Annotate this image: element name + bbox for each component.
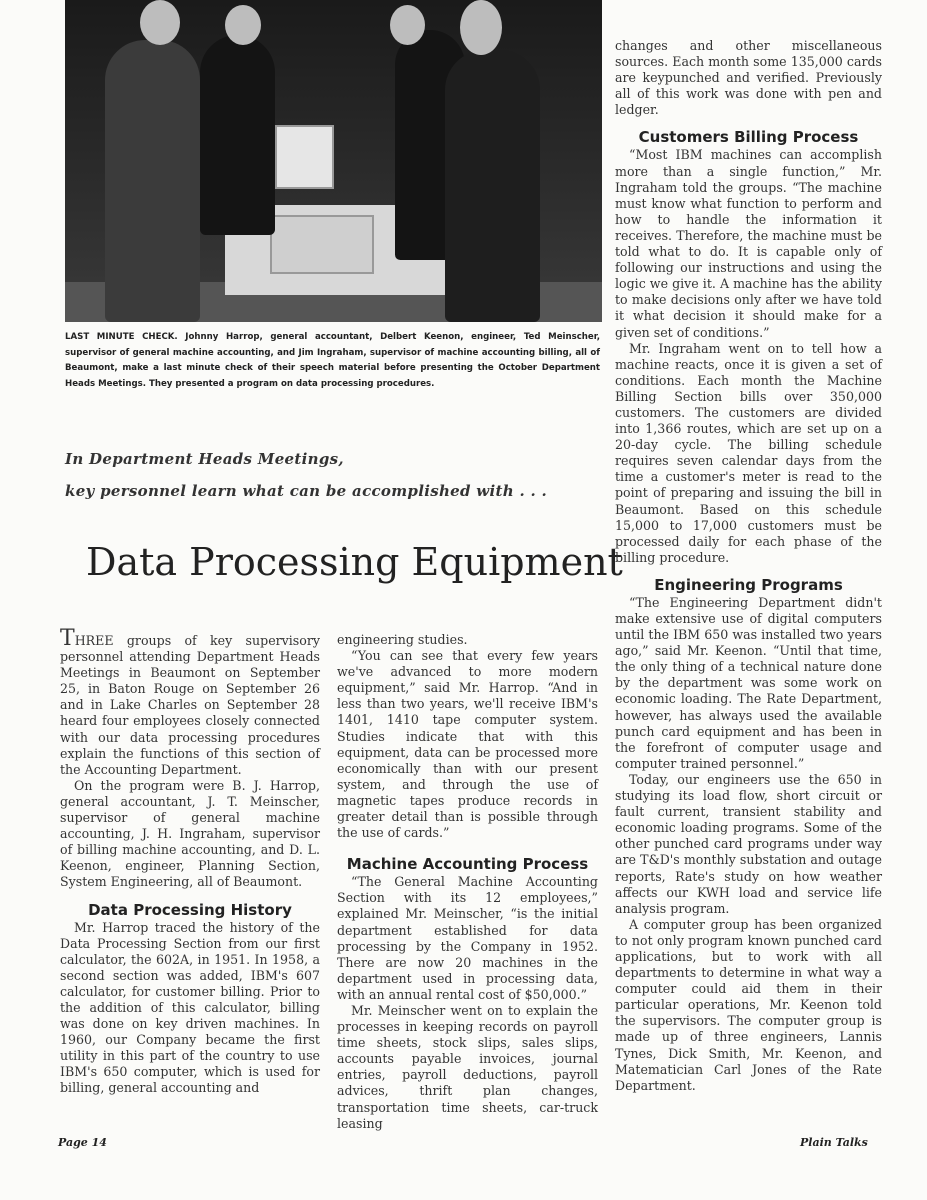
paragraph: “Most IBM machines can accomplish more than a single function,” Mr. Ingraham told the groups. “The machine must know what function to perform and how to handle the information it receives. Therefore, the machine must be told what to do. It is capable only of following our instructions and using the logic we give it. A machine has the ability to make decisions only after we have told it what decision it should make for a given set of conditions.” xyxy=(615,147,882,340)
photo-person xyxy=(445,50,540,322)
column-1 xyxy=(60,626,320,1097)
paragraph: Mr. Meinscher went on to explain the processes in keeping records on payroll time sheets, stock slips, sales slips, accounts payable invoices, journal entries, payroll deductions, payroll advices, thrift plan changes, transportation time sheets, car-truck leasing xyxy=(337,1002,598,1131)
photo-person xyxy=(200,35,275,235)
paragraph: “The General Machine Accounting Section with its 12 employees,” explained Mr. Meinscher, “is the initial department established for data processing by the Company in 1952. There are now 20 machines in the department used in processing data, with an annual rental cost of $50,000.” xyxy=(337,874,598,1002)
photo-caption: LAST MINUTE CHECK. Johnny Harrop, general accountant, Delbert Keenon, engineer, Ted Meinscher, supervisor of general machine accounting, and Jim Ingraham, supervisor of machine accounting billing, all of Beaumont, make a last minute check of their speech material before presenting the October Department Heads Meetings. They presented a program on data processing procedures. xyxy=(65,332,600,389)
paragraph: Mr. Ingraham went on to tell how a machine reacts, once it is given a set of conditions. Each month the Machine Billing Section bills over 350,000 customers. The customers are divided into 1,366 routes, which are set up on a 20-day cycle. The billing schedule requires seven calendar days from the time a customer's meter is read to the point of preparing and issuing the bill in Beaumont. Based on this schedule 15,000 to 17,000 customers must be processed daily for each phase of the billing procedure. xyxy=(615,340,882,565)
paragraph: changes and other miscellaneous sources. Each month some 135,000 cards are keypunched and verified. Previously all of this work was done with pen and ledger. xyxy=(615,38,882,118)
paragraph-text: HREE groups of key supervisory personnel attending Department Heads Meetings in Beaumont on September 25, in Baton Rouge on September 26 and in Lake Charles on September 28 heard four employees closely connected with our data processing procedures explain the functions of this section of the Accounting Department. xyxy=(60,633,320,777)
drop-cap: T xyxy=(60,626,75,651)
paragraph: On the program were B. J. Harrop, general accountant, J. T. Meinscher, supervisor of general machine accounting, J. H. Ingraham, supervisor of billing machine accounting, and D. L. Keenon, engineer, Planning Section, System Engineering, all of Beaumont. xyxy=(60,777,320,890)
page-number: Page 14 xyxy=(58,1136,107,1149)
section-heading: Customers Billing Process xyxy=(638,128,859,147)
article-title: Data Processing Equipment xyxy=(86,540,623,584)
section-heading: Engineering Programs xyxy=(654,575,843,594)
paragraph: “The Engineering Department didn't make extensive use of digital computers until the IBM 650 was installed two years ago,” said Mr. Keenon. “Until that time, the only thing of a technical nature done by the department was some work on economic loading. The Rate Department, however, has always used the available punch card equipment and has been in the forefront of computer usage and computer trained personnel.” xyxy=(615,594,882,771)
photo-machine xyxy=(275,125,334,189)
intro-line-2: key personnel learn what can be accomplished with . . . xyxy=(65,482,548,500)
paragraph: Mr. Harrop traced the history of the Data Processing Section from our first calculator, the 602A, in 1951. In 1958, a second section was added, IBM's 607 calculator, for customer billing. Prior to the addition of this calculator, billing was done on key driven machines. In 1960, our Company became the first utility in this part of the country to use IBM's 650 computer, which is used for billing, general accounting and xyxy=(60,919,320,1096)
column-3 xyxy=(615,38,882,1094)
paragraph: engineering studies. xyxy=(337,632,468,647)
intro-line-1: In Department Heads Meetings, xyxy=(65,450,344,468)
photo-person-head xyxy=(460,0,502,55)
photo-person-head xyxy=(140,0,180,45)
photo-person xyxy=(105,40,200,322)
publication-name: Plain Talks xyxy=(800,1136,868,1149)
photo-person-head xyxy=(225,5,261,45)
paragraph: “You can see that every few years we've advanced to more modern equipment,” said Mr. Harrop. “And in less than two years, we'll receive IBM's 1401, 1410 tape computer system. Studies indicate that with this equipment, data can be processed more economically than with our present system, and through the use of magnetic tapes produce records in greater detail than is possible through the use of cards.” xyxy=(337,648,598,841)
column-2 xyxy=(337,632,598,1132)
paragraph xyxy=(60,626,320,778)
paragraph: A computer group has been organized to not only program known punched card applications, but to work with all departments to determine in what way a computer could aid them in their particular operations, Mr. Keenon told the supervisors. The computer group is made up of three engineers, Lannis Tynes, Dick Smith, Mr. Keenon, and Matematician Carl Jones of the Rate Department. xyxy=(615,916,882,1093)
section-heading: Data Processing History xyxy=(88,900,292,919)
paragraph: Today, our engineers use the 650 in studying its load flow, short circuit or fault current, transient stability and economic loading programs. Some of the other punched card programs under way are T&D's monthly substation and outage reports, Rate's study on how weather affects our KWH load and service life analysis program. xyxy=(615,771,882,916)
section-heading: Machine Accounting Process xyxy=(346,855,589,874)
photo-person-head xyxy=(390,5,425,45)
photo-last-minute-check xyxy=(65,0,602,322)
photo-machine xyxy=(270,215,374,274)
